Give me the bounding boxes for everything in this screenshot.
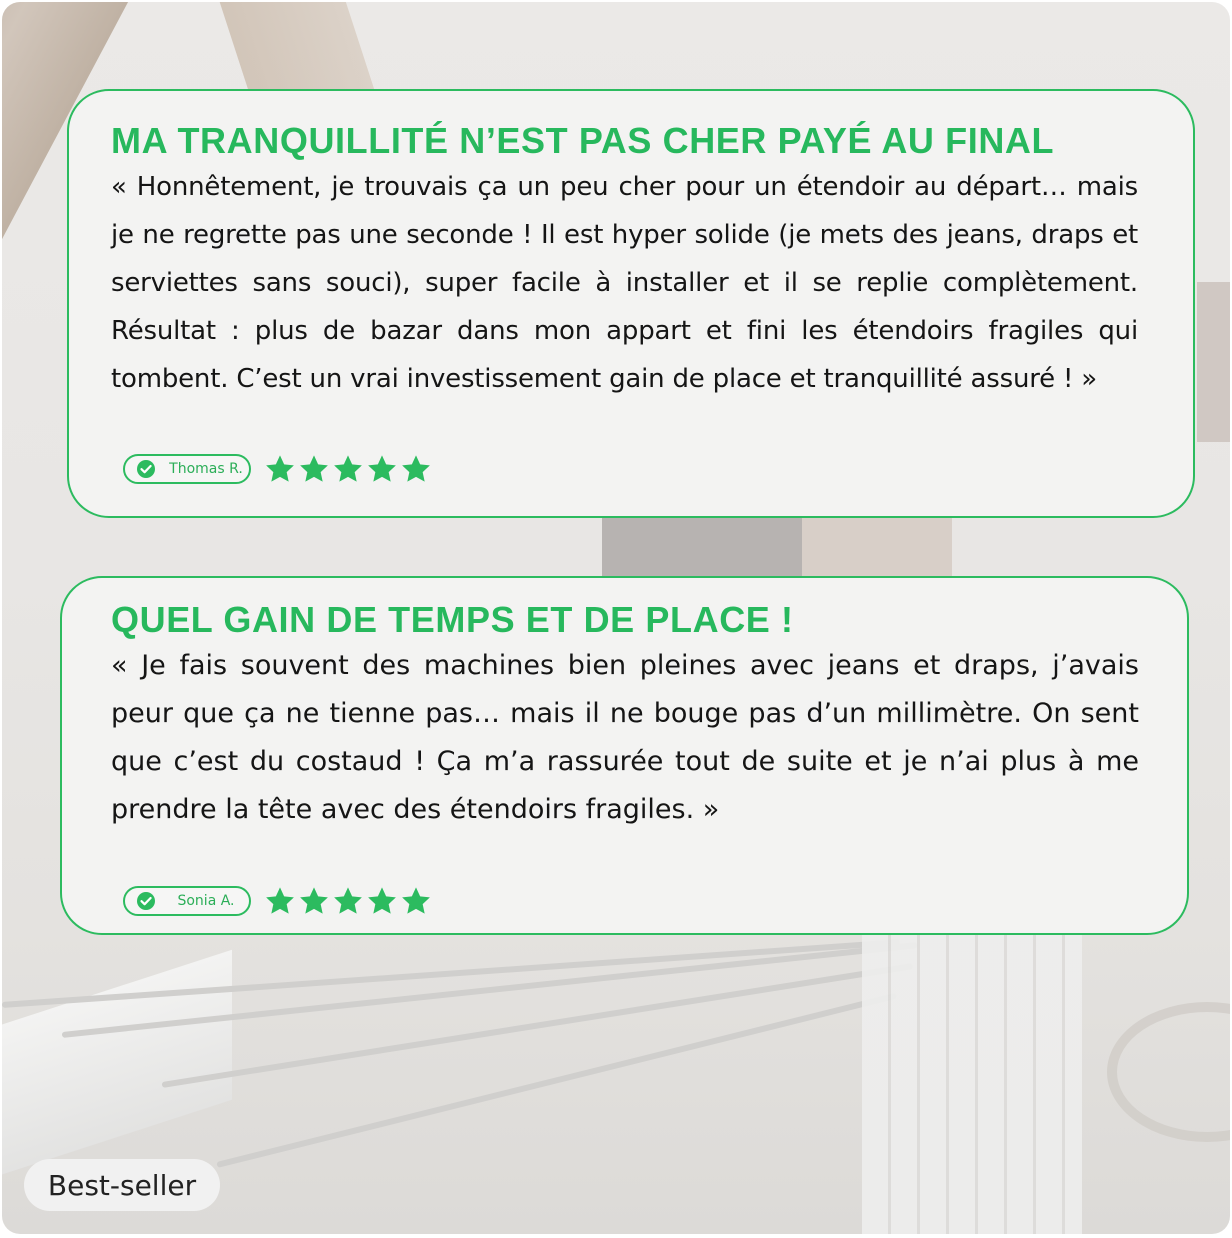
bg-wardrobe-shadow (602, 512, 802, 582)
bg-rack-bar (2, 939, 900, 1008)
star-icon (400, 453, 432, 485)
review-content (111, 598, 1139, 834)
review-author: Thomas R. (169, 461, 243, 477)
verified-author-pill (123, 454, 251, 484)
review-text: « Je fais souvent des machines bien pleines avec jeans et draps, j’avais peur que ça ne tienne pas… mais il ne bouge pas d’un millimètre. On sent que c’est du costaud ! Ça m’a rassurée tout de suite et je n’ai plus à me prendre la tête avec des étendoirs fragiles. » (111, 650, 1139, 825)
star-icon (264, 885, 296, 917)
review-author: Sonia A. (177, 893, 235, 909)
star-rating (264, 453, 432, 485)
bg-radiator (862, 932, 1082, 1234)
product-image-frame (2, 2, 1230, 1234)
star-icon (264, 453, 296, 485)
bg-basket (1107, 1002, 1230, 1142)
star-icon (298, 885, 330, 917)
review-title: MA TRANQUILLITÉ N’EST PAS CHER PAYÉ AU FINAL (111, 120, 1055, 161)
bg-drying-rack (2, 950, 232, 1184)
review-title: QUEL GAIN DE TEMPS ET DE PLACE ! (111, 599, 794, 640)
verified-check-icon (136, 459, 156, 479)
star-icon (332, 453, 364, 485)
review-text: « Honnêtement, je trouvais ça un peu cher pour un étendoir au départ… mais je ne regrette pas une seconde ! Il est hyper solide (je mets des jeans, draps et serviettes sans souci), super facile à installer et il se replie complètement. Résultat : plus de bazar dans mon appart et fini les étendoirs fragiles qui tombent. C’est un vrai investissement gain de place et tranquillité assuré ! » (111, 172, 1138, 394)
verified-author-pill (123, 886, 251, 916)
star-rating (264, 885, 432, 917)
star-icon (366, 453, 398, 485)
review-card (67, 89, 1195, 518)
bg-wall-corner (1197, 282, 1230, 442)
star-icon (332, 885, 364, 917)
review-card (60, 576, 1189, 935)
review-meta (123, 453, 432, 485)
best-seller-badge: Best-seller (24, 1159, 220, 1211)
star-icon (366, 885, 398, 917)
star-icon (298, 453, 330, 485)
review-meta (123, 885, 432, 917)
review-content (111, 119, 1138, 403)
star-icon (400, 885, 432, 917)
verified-check-icon (136, 891, 156, 911)
